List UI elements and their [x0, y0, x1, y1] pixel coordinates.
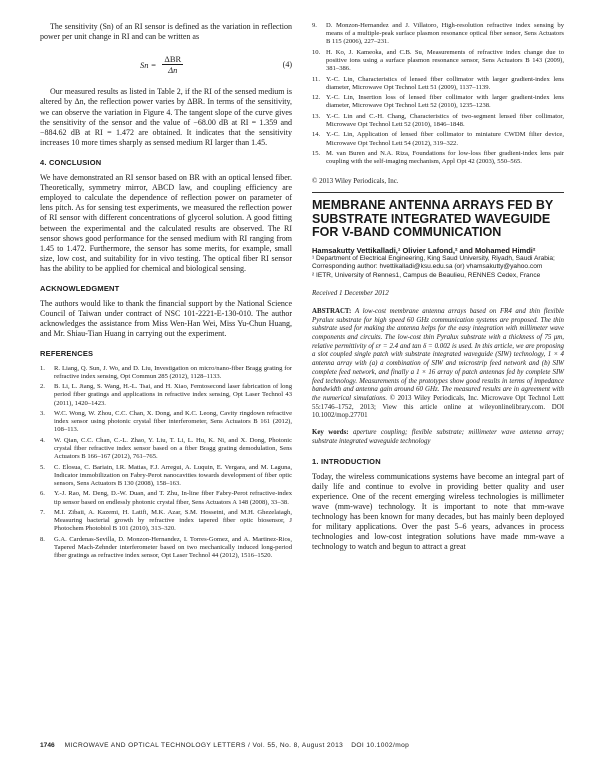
- reference-number: 9.: [312, 22, 317, 29]
- reference-item: [40, 410, 292, 435]
- reference-item: [40, 536, 292, 561]
- equation-number: (4): [282, 59, 292, 69]
- reference-text: C. Elosua, C. Bariain, I.R. Matias, F.J. Arregui, A. Luquin, E. Vergara, and M. Laguna, Indicator immobilization on Fabry-Perot nanocavities towards development of fiber optic sensors, Sens Actuators B 130 (2008), 158–163.: [54, 463, 292, 487]
- reference-number: 3.: [40, 409, 45, 417]
- reference-item: [40, 509, 292, 534]
- reference-item: [312, 150, 564, 166]
- reference-item: [40, 437, 292, 462]
- article-title: MEMBRANE ANTENNA ARRAYS FED BY SUBSTRATE INTEGRATED WAVEGUIDE FOR V-BAND COMMUNICATION: [312, 198, 553, 240]
- introduction-heading: 1. INTRODUCTION: [312, 456, 381, 466]
- abstract-text: A low-cost membrane antenna arrays based on FR4 and thin flexible Pyralux substrate for high speed 60 GHz communication systems are proposed. The thin substrate used for making the antenna helps for the easy integration with millimeter wave components and circuits. The low-cost thin Pyralux substrate with a thickness of 75 μm, relative permittivity of εr = 2.4 and tan δ = 0.002 is used. In this article, we are proposing a slot coupled single patch with substrate integrated waveguide (SIW) technology, 1 × 4 antenna array with (a) a combination of SIW and microstrip feed network and (b) SIW complete feed network, and finally a 1 × 16 array of patch antennas fed by complete SIW feed technology. Measurements of the prototypes show good results in terms of impedance bandwidth and antenna gain around 60 GHz. The measured results are in agreement with the numerical simulations.: [312, 307, 564, 402]
- sensitivity-paragraph: The sensitivity (Sn) of an RI sensor is defined as the variation in reflection power per unit change in RI and can be written as: [40, 22, 292, 42]
- reference-text: R. Liang, Q. Sun, J. Wo, and D. Liu, Investigation on micro/nano-fiber Bragg grating for refractive index sensing, Opt Commun 285 (2012), 1128–1133.: [54, 364, 292, 380]
- reference-text: Y.-J. Rao, M. Deng, D.-W. Duan, and T. Zhu, In-line fiber Fabry-Perot refractive-index tip sensor based on endlessly photonic crystal fiber, Sens Actuators A 148 (2008), 33–38.: [54, 490, 292, 506]
- equation-numerator: ΔBR: [164, 54, 182, 65]
- equation-fraction: [162, 54, 183, 75]
- equation-lhs: Sn =: [140, 59, 157, 70]
- reference-item: [40, 490, 292, 506]
- page-footer: [40, 742, 564, 749]
- reference-item: [312, 49, 564, 74]
- references-heading: REFERENCES: [40, 349, 94, 359]
- journal-info: MICROWAVE AND OPTICAL TECHNOLOGY LETTERS / Vol. 55, No. 8, August 2013: [64, 742, 344, 749]
- reference-text: G.A. Cardenas-Sevilla, D. Monzon-Hernandez, I. Torres-Gomez, and A. Martinez-Rios, Tapered Mach-Zehnder interferometer based on two mechanically induced long-period fiber gratings as refractive index sensor, Opt Laser Technol 44 (2012), 1516–1520.: [54, 535, 292, 560]
- keywords: [312, 429, 564, 446]
- reference-text: M. van Buren and N.A. Riza, Foundations for low-loss fiber gradient-index lens pair coupling with the self-imaging mechanism, Appl Opt 42 (2003), 550–565.: [326, 149, 564, 166]
- reference-number: 7.: [40, 508, 45, 516]
- equation-denominator: Δn: [168, 65, 178, 76]
- reference-item: [312, 113, 564, 129]
- abstract-citation: © 2013 Wiley Periodicals, Inc. Microwave Opt Technol Lett 55:1746–1752, 2013; View this article online at wileyonlinelibrary.com. DOI 10.1002/mop.27701: [312, 394, 564, 420]
- reference-number: 15.: [312, 149, 321, 157]
- reference-item: [40, 365, 292, 381]
- reference-item: [40, 464, 292, 489]
- reference-number: 5.: [40, 463, 45, 471]
- affiliation-1: ¹ Department of Electrical Engineering, King Saud University, Riyadh, Saudi Arabia; Corresponding author: hvettikalladi@ksu.edu.sa (or) vhamsakutty@yahoo.com: [312, 254, 555, 271]
- reference-number: 6.: [40, 490, 45, 498]
- received-date: Received 1 December 2012: [312, 288, 389, 297]
- affiliation-2: ² IETR, University of Rennes1, Campus de Beaulieu, RENNES Cedex, France: [312, 271, 541, 279]
- reference-number: 8.: [40, 535, 45, 543]
- reference-text: B. Li, L. Jiang, S. Wang, H.-L. Tsai, and H. Xiao, Femtosecond laser fabrication of long period fiber gratings and applications in refractive index sensing, Opt Laser Technol 43 (2011), 1420–1423.: [54, 383, 292, 407]
- reference-text: Y.-C. Lin and C.-H. Chang, Characteristics of two-segment lensed fiber collimator, Microwave Opt Technol Lett 52 (2010), 1846–1848.: [326, 112, 564, 128]
- keywords-label: Key words:: [312, 429, 349, 437]
- reference-number: 4.: [40, 436, 45, 444]
- reference-number: 10.: [312, 48, 321, 56]
- right-column: [312, 22, 564, 552]
- reference-text: W. Qian, C.C. Chan, C.-L. Zhao, Y. Liu, T. Li, L. Hu, K. Ni, and X. Dong, Photonic crystal fiber refractive index sensor based on a fiber Bragg grating demodulation, Sens Actuators B 166–167 (2012), 761–765.: [54, 436, 292, 461]
- article-divider: [312, 192, 564, 193]
- reference-number: 12.: [312, 94, 321, 102]
- copyright-note: © 2013 Wiley Periodicals, Inc.: [312, 177, 399, 186]
- reference-number: 13.: [312, 112, 321, 120]
- reference-text: M.I. Zibaii, A. Kazemi, H. Latifi, M.K. Azar, S.M. Hosseini, and M.H. Ghezelaiagh, Measuring bacterial growth by refractive index tapered fiber optic biosensor, J Photochem Photobiol B 101 (2010), 313–320.: [54, 508, 292, 533]
- reference-number: 2.: [40, 383, 45, 391]
- reference-text: D. Monzon-Hernandez and J. Villatoro, High-resolution refractive index sensing by means of a multiple-peak surface plasmon resonance optical fiber sensor, Sens Actuators B 115 (2006), 227–231.: [326, 22, 564, 46]
- reference-text: W.C. Wong, W. Zhou, C.C. Chan, X. Dong, and K.C. Leong, Cavity ringdown refractive index sensor using photonic crystal fiber interferometer, Sens Actuators B 161 (2012), 108–113.: [54, 409, 292, 434]
- reference-text: H. Ko, J. Kameoka, and C.B. Su, Measurements of refractive index change due to positive ions using a surface plasmon resonance sensor, Sens Actuators B 143 (2009), 381–386.: [326, 48, 564, 73]
- reference-item: [312, 131, 564, 147]
- references-list-continued: [312, 22, 564, 166]
- reference-number: 14.: [312, 131, 321, 139]
- introduction-paragraph: Today, the wireless communications systems have become an integral part of daily life and continue to evolve in providing better quality and user experience. One of the recent emerging wireless technologies is millimeter wave (mm-wave) technology. It is important to note that mm-wave technology has been known for many decades, but has mainly been deployed for military applications. Over the past 5–6 years, advances in process technologies and low-cost integration solutions have made mm-wave a technology to watch and begun to attract a great: [312, 471, 564, 552]
- reference-number: 11.: [312, 75, 320, 83]
- reference-item: [40, 383, 292, 408]
- doi: DOI 10.1002/mop: [351, 742, 410, 749]
- acknowledgment-paragraph: The authors would like to thank the financial support by the National Science Council of Taiwan under contract of NSC 101-2221-E-130-010. The author acknowledges the assistance from Miss Wen-Han Wei, Miss Yu-Chun Huang, and Mr. Shiau-Tian Huang in carrying out the experiment.: [40, 299, 292, 339]
- results-paragraph: Our measured results as listed in Table 2, if the RI of the sensed medium is altered by Δn, the reflection power varies by ΔBR. In terms of the sensitivity, we can observe the variation in Figure 4. The tangent slope of the curve gives the sensitivity of the sensor and the value of −68.00 dB at RI = 1.359 and −884.62 dB at RI = 1.472 are obtained. It indicates that the sensitivity increases 10 more times sharply as sensed medium RI larger than 1.45.: [40, 87, 292, 147]
- conclusion-paragraph: We have demonstrated an RI sensor based on BR with an optical lensed fiber. Theoretically, symmetry mirror, ABCD law, and coupling efficiency are employed to calculate the dependence of reflection power on parameter of lens pitch. As for sensing test experiments, we measured the reflection power of RI sensor with different concentrations of glycerol solution. A good fitting between the experimental and the calculated results are observed. The RI sensor shows good performance for the sensed medium with RI ranging from 1.45 to 1.472. Furthermore, the sensor has some merits, for example, small size, low cost, and suitability for in vivo testing. The optical fiber RI sensor has the ability to be applied for chemical and biological sensing.: [40, 173, 292, 273]
- reference-text: Y.-C. Lin, Insertion loss of lensed fiber collimator with larger gradient-index lens diameter, Microwave Opt Technol Lett 52 (2010), 1235–1238.: [326, 94, 564, 110]
- abstract: [312, 308, 564, 421]
- acknowledgment-heading: ACKNOWLEDGMENT: [40, 283, 120, 293]
- page-number: 1746: [40, 742, 55, 749]
- reference-text: Y.-C. Lin, Characteristics of lensed fiber collimator with larger gradient-index lens diameter, Microwave Opt Technol Lett 51 (2009), 1137–1139.: [326, 75, 564, 91]
- reference-text: Y.-C. Lin, Application of lensed fiber collimator to miniature CWDM filter device, Microwave Opt Technol Lett 54 (2012), 319–322.: [326, 131, 564, 147]
- reference-item: [312, 76, 564, 92]
- abstract-label: ABSTRACT:: [312, 307, 352, 315]
- left-column: [40, 22, 292, 563]
- article-authors: Hamsakutty Vettikalladi,¹ Olivier Lafond,² and Mohamed Himdi²: [312, 245, 536, 255]
- reference-item: [312, 22, 564, 47]
- reference-number: 1.: [40, 364, 45, 372]
- keywords-text: aperture coupling; flexible substrate; millimeter wave antenna array; substrate integrated waveguide technology: [312, 429, 564, 445]
- conclusion-heading: 4. CONCLUSION: [40, 157, 102, 167]
- references-list: [40, 365, 292, 561]
- reference-item: [312, 94, 564, 110]
- equation-body: [140, 54, 183, 75]
- equation-4: [40, 54, 292, 75]
